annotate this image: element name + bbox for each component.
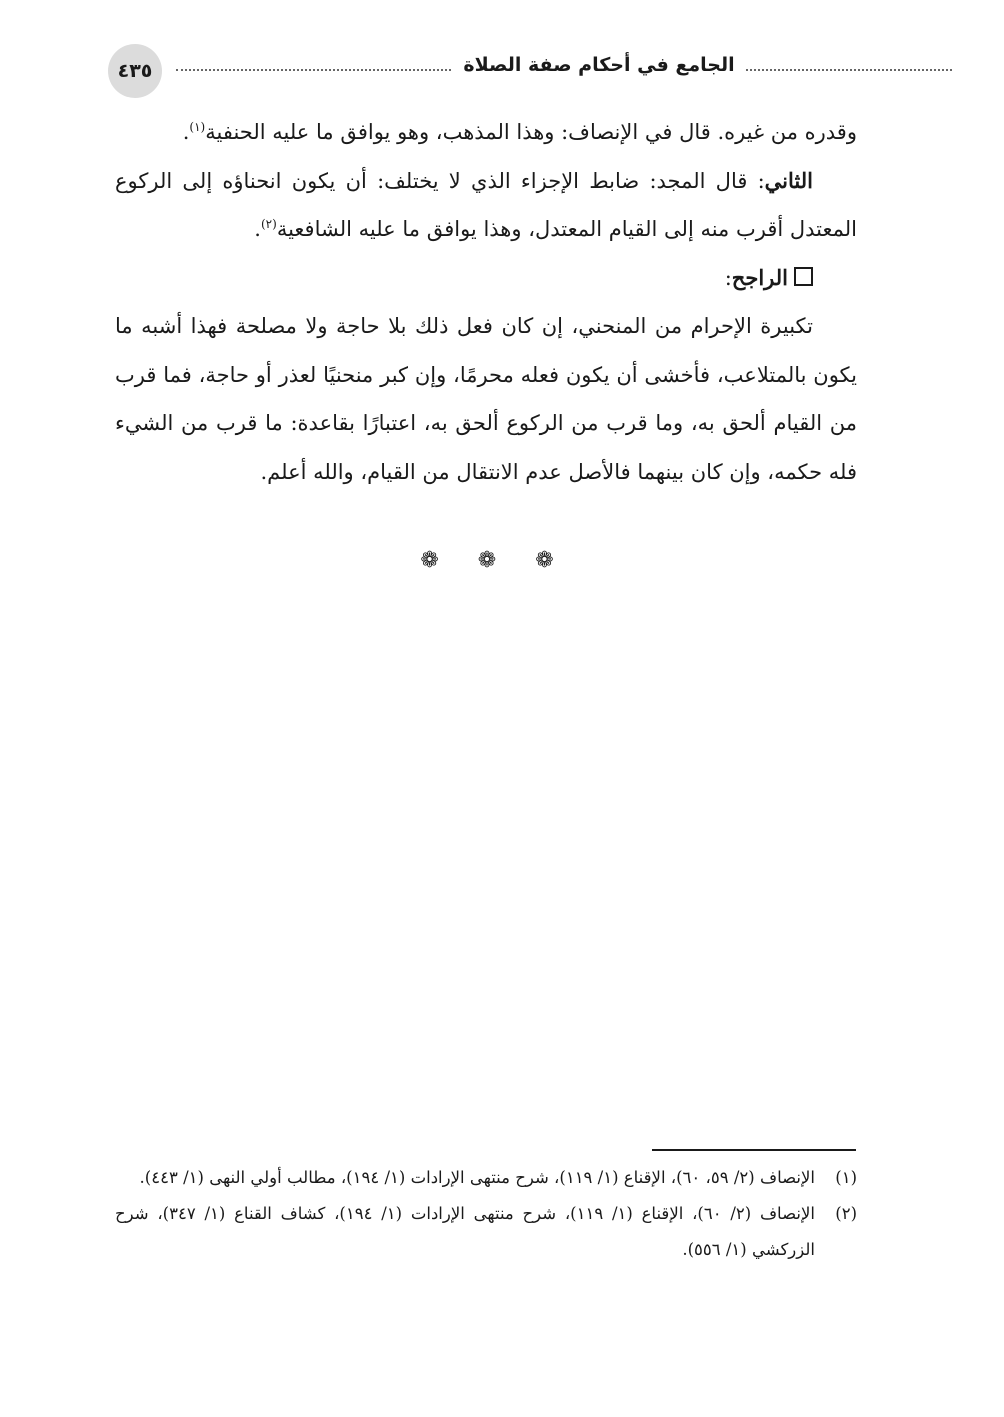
footnote-number: (١) bbox=[835, 1168, 857, 1187]
paragraph-2 bbox=[115, 157, 857, 254]
paragraph-2-end: . bbox=[254, 217, 261, 241]
running-header bbox=[108, 44, 856, 98]
paragraph-3: تكبيرة الإحرام من المنحني، إن كان فعل ذلك بلا حاجة ولا مصلحة فهذا أشبه ما يكون بالمتلاعب، فأخشى أن يكون فعله محرمًا، وإن كبر منحنيًا لعذر أو حاجة، فما قرب من القيام ألحق به، وما قرب من الركوع ألحق به، اعتبارًا بقاعدة: ما قرب من الشيء فله حكمه، وإن كان بينهما فالأصل عدم الانتقال من القيام، والله أعلم. bbox=[115, 314, 857, 484]
paragraph-2-label: الثاني bbox=[764, 167, 813, 193]
footnotes bbox=[115, 1160, 857, 1268]
section-ornament: ❁ ❁ ❁ bbox=[420, 548, 570, 573]
paragraph-1-end: . bbox=[182, 120, 190, 144]
main-text bbox=[115, 108, 857, 496]
footnote-separator bbox=[652, 1149, 856, 1151]
section-heading-text: الراجح bbox=[731, 264, 788, 290]
footnote-number: (٢) bbox=[835, 1204, 857, 1223]
book-title: الجامع في أحكام صفة الصلاة bbox=[463, 54, 735, 76]
paragraph-1 bbox=[115, 108, 857, 157]
footnote-text: الإنصاف (٢/ ٦٠)، الإقناع (١/ ١١٩)، شرح منتهى الإرادات (١/ ١٩٤)، كشاف القناع (١/ ٣٤٧)، شرح الزركشي (١/ ٥٥٦). bbox=[115, 1204, 815, 1259]
page-number: ٤٣٥ bbox=[117, 60, 153, 82]
square-bullet-icon bbox=[794, 267, 813, 286]
header-dotted-leader-right bbox=[746, 69, 952, 71]
footnote-ref-2[interactable]: (٢) bbox=[260, 217, 277, 231]
paragraph-1-text: وقدره من غيره. قال في الإنصاف: وهذا المذهب، وهو يوافق ما عليه الحنفية bbox=[205, 120, 857, 144]
section-heading bbox=[115, 254, 857, 303]
section-heading-colon: : bbox=[724, 265, 732, 290]
footnote-text: الإنصاف (٢/ ٥٩، ٦٠)، الإقناع (١/ ١١٩)، شرح منتهى الإرادات (١/ ١٩٤)، مطالب أولي النهى (١/ ٤٤٣). bbox=[139, 1168, 815, 1187]
footnote-ref-1[interactable]: (١) bbox=[189, 120, 206, 134]
footnote-1 bbox=[115, 1160, 857, 1196]
paragraph-2-text: : قال المجد: ضابط الإجزاء الذي لا يختلف: أن يكون انحناؤه إلى الركوع المعتدل أقرب منه إلى القيام المعتدل، وهذا يوافق ما عليه الشافعية bbox=[115, 168, 857, 241]
footnote-2 bbox=[115, 1196, 857, 1268]
header-dotted-leader-left bbox=[176, 69, 451, 71]
